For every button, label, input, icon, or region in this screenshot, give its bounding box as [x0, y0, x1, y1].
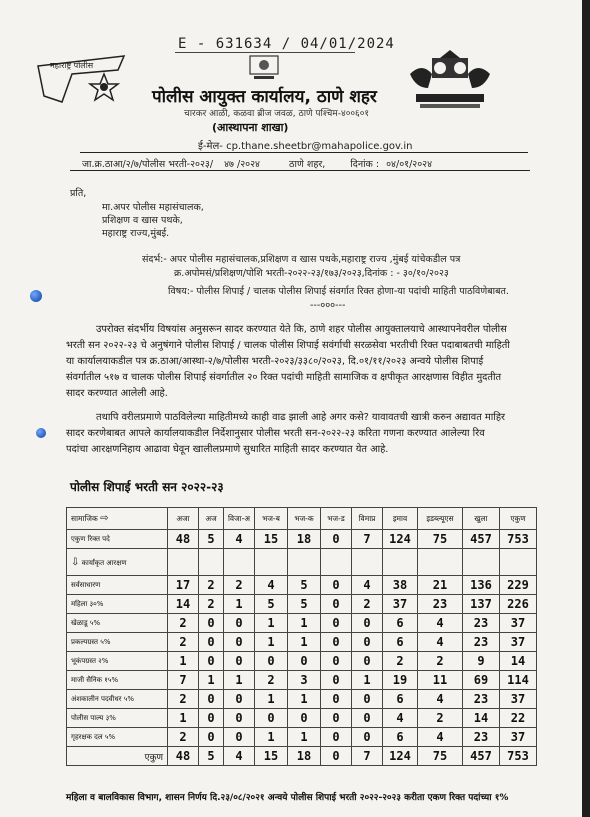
table-cell: 2	[383, 652, 418, 671]
table-cell: 1	[255, 728, 288, 747]
row-label: महिला ३०%	[67, 595, 168, 614]
table-cell: 5	[288, 576, 321, 595]
table-cell: 7	[352, 530, 383, 549]
table-cell: 2	[168, 614, 199, 633]
table-cell: 75	[418, 747, 463, 766]
table-cell: 2	[199, 576, 224, 595]
table-total-row	[67, 747, 537, 766]
window-edge	[582, 0, 590, 817]
table-cell: 0	[352, 728, 383, 747]
table-cell: 0	[321, 747, 352, 766]
recipient-line: प्रशिक्षण व खास पथके,	[102, 215, 183, 226]
table-cell: 0	[224, 614, 255, 633]
table-cell: 1	[288, 690, 321, 709]
table-cell: 5	[255, 595, 288, 614]
table-cell: 0	[255, 652, 288, 671]
table-cell: 457	[463, 747, 500, 766]
table-cell: 6	[383, 633, 418, 652]
table-cell: 1	[168, 709, 199, 728]
table-cell: 15	[255, 530, 288, 549]
table-cell: 17	[168, 576, 199, 595]
table-cell: 2	[224, 576, 255, 595]
table-cell: 0	[321, 614, 352, 633]
table-cell: 753	[500, 747, 537, 766]
table-cell: 6	[383, 728, 418, 747]
police-badge-icon	[32, 52, 132, 108]
header-label: सामाजिक	[71, 514, 98, 523]
vacancy-table	[66, 507, 537, 766]
paragraph-line: तथापि वरीलप्रमाणे पाठविलेल्या माहितीमध्ये काही वाढ झाली आहे अगर कसे? यावावतची खात्री करुन अद्यावत माहिर	[96, 412, 506, 423]
recipient-line: मा.अपर पोलीस महासंचालक,	[102, 202, 204, 213]
column-header: खुला	[463, 508, 500, 530]
column-header: भज-ब	[255, 508, 288, 530]
row-label: माजी सैनिक १५%	[67, 671, 168, 690]
table-cell: 23	[463, 690, 500, 709]
table-cell: 15	[255, 747, 288, 766]
table-row	[67, 633, 537, 652]
table-cell: 0	[321, 690, 352, 709]
office-email: ई-मेल- cp.thane.sheetbr@mahapolice.gov.in	[198, 141, 413, 152]
table-cell: 0	[224, 709, 255, 728]
table-cell: 0	[224, 728, 255, 747]
letter-date: ०४/०१/२०२४	[386, 159, 433, 170]
table-cell: 1	[255, 633, 288, 652]
table-cell: 0	[321, 576, 352, 595]
table-cell: 48	[168, 747, 199, 766]
subject-line: विषय:- पोलीस शिपाई / चालक पोलीस शिपाई संवर्गात रिक्त होणा-या पदांची माहिती पाठविणेबाबत.	[168, 286, 509, 297]
table-cell: 0	[352, 633, 383, 652]
table-cell: 6	[383, 614, 418, 633]
punch-hole-marker	[36, 428, 46, 438]
table-cell: 0	[352, 690, 383, 709]
table-cell: 1	[255, 614, 288, 633]
row-label	[67, 549, 168, 576]
reference-line: संदर्भ:- अपर पोलीस महासंचालक,प्रशिक्षण व खास पथके,महाराष्ट्र राज्य ,मुंबई यांचेकडील पत्र	[142, 254, 461, 265]
row-label: प्रकल्पग्रस्त ५%	[67, 633, 168, 652]
table-cell: 5	[288, 595, 321, 614]
table-cell: 23	[418, 595, 463, 614]
table-cell: 23	[463, 614, 500, 633]
table-row	[67, 614, 537, 633]
table-cell	[463, 549, 500, 576]
table-cell: 0	[288, 652, 321, 671]
paragraph-line: सादर करणेबाबत आपले कार्यालयाकडील निर्देशानुसार पोलीस भरती सन-२०२२-२३ करिता गणना करण्यात आलेल्या रिव	[66, 428, 485, 439]
paragraph-line: सादर करण्यात आलेली आहे.	[66, 388, 168, 399]
table-cell: 14	[500, 652, 537, 671]
table-cell: 6	[383, 690, 418, 709]
table-cell: 1	[352, 671, 383, 690]
paragraph-line: उपरोक्त संदर्भीय विषयांस अनुसरून सादर करण्यात येते कि, ठाणे शहर पोलीस आयुक्तालयाचे आस्थापनेवरील पोलीस	[96, 324, 507, 335]
table-cell: 11	[418, 671, 463, 690]
separator: ---०००---	[310, 300, 346, 311]
table-cell: 4	[255, 576, 288, 595]
table-cell: 229	[500, 576, 537, 595]
paragraph-line: भरती सन २०२२-२३ चे अनुषंगाने पोलीस शिपाई / चालक पोलीस शिपाई सवंर्गाची सरळसेवा भरतीची रिक्त पदाबाबतची माहिती	[66, 340, 510, 351]
table-cell: 19	[383, 671, 418, 690]
table-cell: 9	[463, 652, 500, 671]
table-cell: 0	[321, 709, 352, 728]
row-label: खेळाडू ५%	[67, 614, 168, 633]
table-cell: 4	[383, 709, 418, 728]
table-cell: 136	[463, 576, 500, 595]
column-header: भज-क	[288, 508, 321, 530]
column-header: विमाप्र	[352, 508, 383, 530]
table-cell	[168, 549, 199, 576]
row-label: एकुण	[67, 747, 168, 766]
row-label: भूकंपग्रस्त २%	[67, 652, 168, 671]
table-cell: 124	[383, 530, 418, 549]
table-cell: 753	[500, 530, 537, 549]
table-cell: 7	[168, 671, 199, 690]
table-cell: 2	[255, 671, 288, 690]
table-row	[67, 652, 537, 671]
table-cell: 1	[224, 671, 255, 690]
table-row	[67, 671, 537, 690]
table-cell: 0	[352, 652, 383, 671]
row-label: सर्वसाधारण	[67, 576, 168, 595]
table-cell: 5	[199, 747, 224, 766]
office-address: चारकर आळी, कळवा ब्रीज जवळ, ठाणे पश्चिम-४००६०१	[184, 109, 370, 119]
column-header: अज	[199, 508, 224, 530]
ref-rule	[70, 170, 530, 171]
table-cell: 0	[321, 728, 352, 747]
table-cell: 1	[224, 595, 255, 614]
table-header-row	[67, 508, 537, 530]
paragraph-line: या कार्यालयाकडील पत्र क्र.ठाआ/आस्था-२/७/पोलीस भरती-२०२३/३३८०/२०२३, दि.०१/११/२०२३ अन्वये पोलीस शिपाई	[66, 356, 484, 367]
table-cell: 137	[463, 595, 500, 614]
right-arrow-icon: ⇨	[100, 513, 109, 524]
table-cell	[418, 549, 463, 576]
badge-text: महाराष्ट्र पोलीस	[50, 61, 94, 70]
table-cell: 0	[199, 633, 224, 652]
table-cell: 21	[418, 576, 463, 595]
table-cell: 5	[199, 530, 224, 549]
reference-line: क्र.अपोमसं/प्रशिक्षण/पोशि भरती-२०२२-२३/१७३/२०२३,दिनांक : - ३०/१०/२०२३	[174, 268, 449, 279]
table-row	[67, 576, 537, 595]
header-rule	[80, 152, 528, 153]
table-row	[67, 728, 537, 747]
table-cell: 0	[199, 690, 224, 709]
table-cell: 2	[418, 652, 463, 671]
reference-number-line	[82, 157, 432, 170]
table-cell	[199, 549, 224, 576]
state-emblem-icon	[240, 52, 288, 82]
table-cell: 2	[418, 709, 463, 728]
table-cell: 37	[500, 690, 537, 709]
table-cell: 4	[224, 530, 255, 549]
table-cell: 14	[463, 709, 500, 728]
table-cell	[352, 549, 383, 576]
table-cell: 4	[418, 690, 463, 709]
table-cell: 14	[168, 595, 199, 614]
sub-label: कार्यांकृत आरक्षण	[81, 558, 127, 567]
table-cell	[500, 549, 537, 576]
table-cell: 2	[168, 633, 199, 652]
table-cell	[288, 549, 321, 576]
table-cell: 0	[321, 652, 352, 671]
table-row	[67, 595, 537, 614]
table-cell: 124	[383, 747, 418, 766]
table-cell: 4	[352, 576, 383, 595]
table-cell: 23	[463, 728, 500, 747]
table-cell: 2	[352, 595, 383, 614]
table-cell: 0	[199, 728, 224, 747]
table-row	[67, 549, 537, 576]
table-cell: 37	[383, 595, 418, 614]
column-header: भज-ड	[321, 508, 352, 530]
table-cell: 457	[463, 530, 500, 549]
table-cell: 2	[168, 690, 199, 709]
table-cell: 4	[418, 633, 463, 652]
table-cell: 38	[383, 576, 418, 595]
table-cell: 0	[352, 614, 383, 633]
letter-year: /२०२४	[237, 159, 260, 170]
table-cell: 37	[500, 633, 537, 652]
table-cell: 3	[288, 671, 321, 690]
table-cell: 23	[463, 633, 500, 652]
table-cell: 0	[224, 652, 255, 671]
table-cell: 0	[224, 690, 255, 709]
office-title: पोलीस आयुक्त कार्यालय, ठाणे शहर	[152, 87, 377, 107]
table-row	[67, 690, 537, 709]
footer-note: महिला व बालविकास विभाग, शासन निर्णय दि.२३/०८/२०२१ अन्वये पोलीस शिपाई भरती २०२२-२०२३ करीता एकण रिक्त पदांच्या १%	[66, 793, 509, 803]
table-cell: 75	[418, 530, 463, 549]
recipient-line: महाराष्ट्र राज्य,मुंबई.	[102, 228, 170, 239]
letter-place: ठाणे शहर,	[289, 159, 326, 170]
column-header: इमाव	[383, 508, 418, 530]
column-header: इडब्ल्यूएस	[418, 508, 463, 530]
table-cell: 7	[352, 747, 383, 766]
row-label: पोलीस पाल्य ३%	[67, 709, 168, 728]
table-cell: 0	[199, 652, 224, 671]
table-cell: 1	[168, 652, 199, 671]
table-cell: 0	[321, 530, 352, 549]
table-cell: 1	[288, 728, 321, 747]
table-row	[67, 530, 537, 549]
table-cell: 22	[500, 709, 537, 728]
table-cell: 48	[168, 530, 199, 549]
date-label: दिनांक :	[350, 159, 380, 170]
letter-number: जा.क्र.ठाआ/२/७/पोलीस भरती-२०२३/	[82, 159, 214, 170]
row-label: गृहरक्षक दल ५%	[67, 728, 168, 747]
table-cell: 4	[418, 728, 463, 747]
row-label: एकुण रिक्त पदे	[67, 530, 168, 549]
table-cell	[383, 549, 418, 576]
column-header: एकुण	[500, 508, 537, 530]
header-label-cell	[67, 508, 168, 530]
table-cell: 0	[321, 633, 352, 652]
paragraph-line: संवर्गातील ५१७ व चालक पोलीस शिपाई संवर्गातील २० रिक्त पदांची माहिती सामाजिक व क्षपीकृत आरक्षणास विहीत मुदतीत	[66, 372, 502, 383]
table-cell	[321, 549, 352, 576]
down-arrow-icon: ⇩	[71, 556, 80, 568]
table-cell: 4	[418, 614, 463, 633]
table-cell: 1	[288, 633, 321, 652]
punch-hole-marker	[30, 290, 42, 302]
handwritten-number: ४७	[224, 159, 234, 170]
table-cell: 1	[255, 690, 288, 709]
table-cell: 1	[199, 671, 224, 690]
table-cell: 114	[500, 671, 537, 690]
table-cell: 37	[500, 614, 537, 633]
table-cell: 18	[288, 530, 321, 549]
table-cell: 2	[168, 728, 199, 747]
table-cell: 0	[352, 709, 383, 728]
branch-name: (आस्थापना शाखा)	[212, 121, 289, 134]
table-cell: 0	[199, 709, 224, 728]
table-cell: 0	[321, 671, 352, 690]
table-cell	[224, 549, 255, 576]
paragraph-line: पदांचा आरक्षणनिहाय आढावा घेवून खालीलप्रमाणे सुधारित माहिती सादर करण्यात येत आहे.	[66, 444, 389, 455]
table-cell: 69	[463, 671, 500, 690]
table-cell: 18	[288, 747, 321, 766]
row-label: अंशकालीन पदवीधर ५%	[67, 690, 168, 709]
table-cell: 0	[321, 595, 352, 614]
table-cell: 37	[500, 728, 537, 747]
column-header: अजा	[168, 508, 199, 530]
table-cell: 0	[199, 614, 224, 633]
table-cell: 0	[224, 633, 255, 652]
table-cell: 0	[288, 709, 321, 728]
table-cell: 0	[255, 709, 288, 728]
handwritten-reference: E - 631634 / 04/01/2024	[178, 36, 395, 52]
table-title: पोलीस शिपाई भरती सन २०२२-२३	[70, 480, 224, 494]
recipient-prefix: प्रति,	[70, 188, 87, 199]
table-cell: 226	[500, 595, 537, 614]
table-cell: 2	[199, 595, 224, 614]
table-cell: 1	[288, 614, 321, 633]
column-header: विजा-अ	[224, 508, 255, 530]
table-row	[67, 709, 537, 728]
table-cell	[255, 549, 288, 576]
table-cell: 4	[224, 747, 255, 766]
